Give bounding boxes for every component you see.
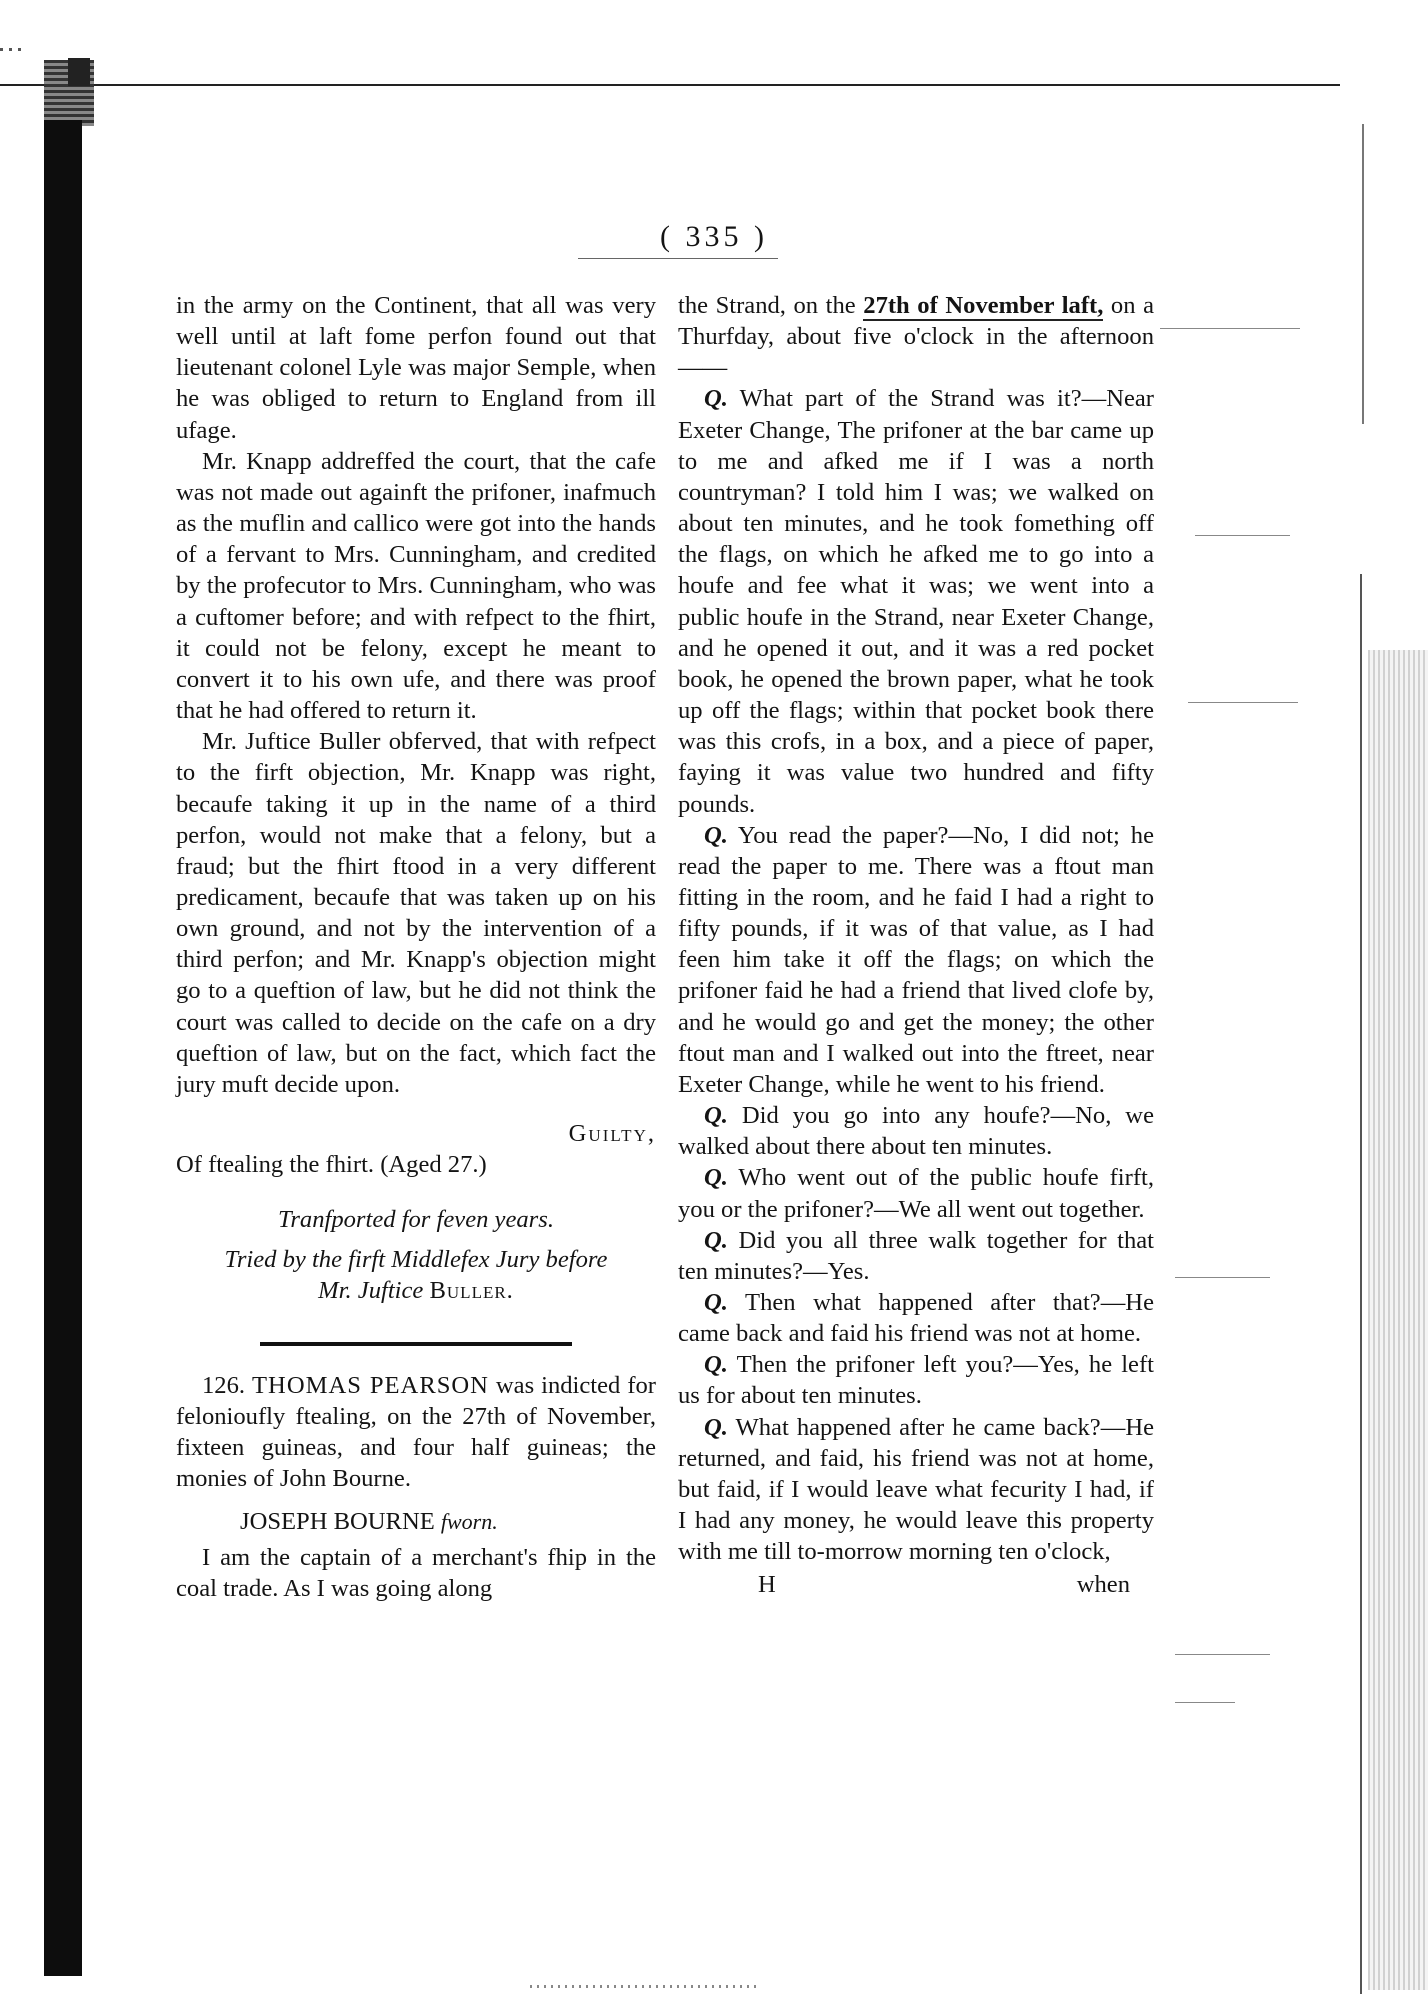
binding-edge [44,120,82,1976]
page-header [0,220,1428,254]
right-column [678,290,1154,1601]
question-mark: Q. [704,1413,728,1441]
left-column [176,290,656,1604]
margin-rule [1175,1702,1235,1703]
question-answer [678,1100,1154,1162]
question-answer [678,1225,1154,1287]
testimony-date: 27th of November laft, [863,292,1104,319]
question-answer [678,383,1154,819]
scan-bottom-specks [530,1985,760,1988]
buller-observation-paragraph: Mr. Juftice Buller obferved, that with refpect to the firft objection, Mr. Knapp was right, becaufe taking it up in the name of a third perfon, would not make that a felony, but a fraud; but the fhirt ftood in a very different predicament, becaufe that was taken up on his own ground, and not by the intervention of a third perfon; and Mr. Knapp's objection might go to a queftion of law, but he did not think the court was called to decide on the cafe on a dry queftion of law, but on the fact, which fact the jury muft decide upon. [176,728,656,1098]
testimony-continuation [678,290,1154,383]
margin-rule [1188,702,1298,703]
witness-name: JOSEPH BOURNE [240,1508,435,1536]
knapp-address-paragraph: Mr. Knapp addreffed the court, that the cafe was not made out againft the prifoner, inafmuch as the muflin and callico were got into the hands of a fervant to Mrs. Cunningham, and credited by the profecutor to Mrs. Cunningham, who was a cuftomer before; and with refpect to the fhirt, it could not be felony, except he meant to convert it to his own ufe, and there was proof that he had offered to return it. [176,447,656,725]
question-mark: Q. [704,1226,728,1254]
testimony-time: on a Thurfday, about five o'clock in the afternoon—— [678,292,1154,382]
qa-text: Did you go into any houfe?—No, we walked about there about ten minutes. [678,1102,1154,1161]
question-mark: Q. [704,1164,728,1192]
scan-corner-marks [0,38,40,42]
case-defendant: THOMAS PEARSON [252,1371,489,1399]
scan-top-rule [0,84,1340,86]
margin-rule [1175,1654,1270,1655]
margin-rule [1195,535,1290,536]
question-mark: Q. [704,385,728,413]
page-edge-line [1360,574,1362,1994]
signature-mark: H [758,1571,776,1599]
header-rule [578,258,778,259]
witness-sworn: fworn. [440,1509,498,1535]
question-answer [678,1412,1154,1568]
testimony-start: I am the captain of a merchant's fhip in the coal trade. As I was going along [176,1543,656,1602]
margin-rule [1175,1277,1270,1278]
question-mark: Q. [704,1351,728,1379]
question-answer [678,1349,1154,1411]
tried-by-judge-prefix: Mr. Juftice [318,1276,424,1304]
question-mark: Q. [704,821,728,849]
sentence-line: Tranfported for feven years. [278,1206,554,1234]
page-footer [678,1569,1154,1600]
qa-text: Who went out of the public houfe firft, you or the prifoner?—We all went out together. [678,1164,1154,1223]
tried-by-judge-name: Buller. [429,1276,514,1304]
question-mark: Q. [704,1289,728,1316]
margin-rule [1160,328,1300,329]
section-divider [260,1342,572,1346]
page-edge-texture [1368,650,1428,1990]
catchword: when [1076,1571,1130,1599]
qa-text: Then the prifoner left you?—Yes, he left us for about ten minutes. [678,1351,1154,1410]
witness-heading [176,1506,656,1537]
qa-text: Then what happened after that?—He came back and faid his friend was not at home. [678,1289,1154,1348]
question-mark: Q. [704,1102,728,1130]
qa-text: You read the paper?—No, I did not; he read the paper to me. There was a ftout man fitting in the room, and he faid I had a right to fifty pounds, if it was of that value, as I had feen him take it off the flags; on which the prifoner faid he had a friend that lived clofe by, and he would go and get the money; the other ftout man and I walked out into the ftreet, near Exeter Change, while he went to his friend. [678,821,1154,1098]
case-number: 126. [202,1371,246,1399]
qa-text: Did you all three walk together for that ten minutes?—Yes. [678,1226,1154,1285]
case-indictment: was indicted for felonioufly ftealing, on the 27th of November, fixteen guineas, and four half guineas; the monies of John Bourne. [176,1371,656,1493]
page-edge-line [1362,124,1364,424]
qa-text: What happened after he came back?—He returned, and faid, his friend was not at home, but faid, if I would leave what fecurity I had, if I had any money, he would leave this property with me till to-morrow morning ten o'clock, [678,1413,1154,1566]
page-number: ( 335 ) [660,220,768,253]
qa-text: What part of the Strand was it?—Near Exeter Change, The prifoner at the bar came up to me and afked me if I was a north countryman? I told him I was; we walked on about ten minutes, and he took fomething off the flags, on which he afked me to go into a houfe and fee what it was; we went into a public houfe in the Strand, near Exeter Change, and he opened it out, and it was a red pocket book, he opened the brown paper, what he took up off the flags; within that pocket book there was this crofs, in a box, and a piece of paper, faying it was value two hundred and fifty pounds. [678,385,1154,818]
testimony-place: the Strand, on the [678,292,856,319]
verdict: Guilty, [568,1120,656,1148]
continuation-paragraph: in the army on the Continent, that all was very well until at laft fome perfon found out that lieutenant colonel Lyle was major Semple, when he was obliged to return to England from ill ufage. [176,292,656,444]
verdict-detail: Of ftealing the fhirt. (Aged 27.) [176,1151,487,1179]
case-entry [176,1370,656,1495]
question-answer [678,820,1154,1100]
question-answer [678,1287,1154,1349]
tried-by-text: Tried by the firft Middlefex Jury before [224,1245,608,1273]
tried-by-line [176,1244,656,1306]
binding-edge-cap [68,58,90,86]
question-answer [678,1162,1154,1224]
